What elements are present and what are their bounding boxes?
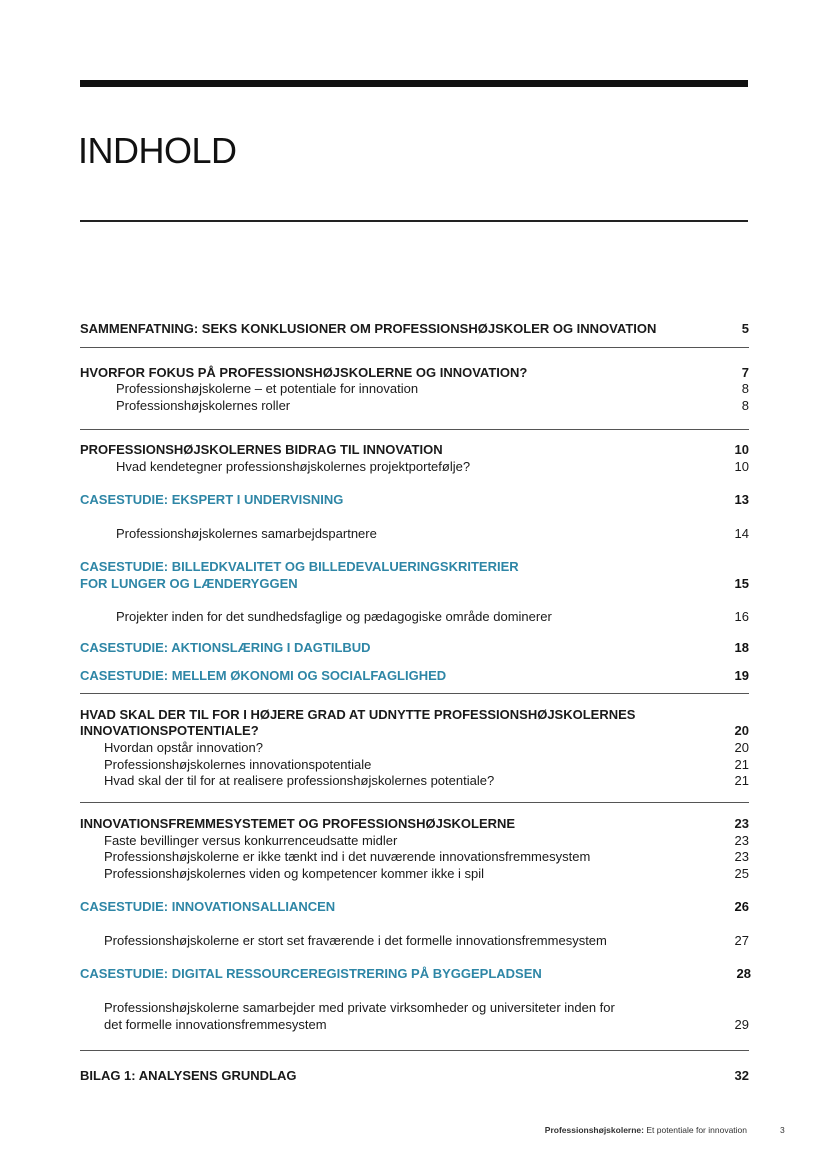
toc-entry-title: Hvad skal der til for at realisere professionshøjskolernes potentiale?: [104, 773, 495, 788]
toc-entry-title: Hvad kendetegner professionshøjskolernes projektportefølje?: [116, 459, 471, 474]
toc-entry-title: BILAG 1: ANALYSENS GRUNDLAG: [80, 1068, 297, 1083]
toc-entry-page: 21: [734, 773, 749, 788]
toc-entry-title: CASESTUDIE: INNOVATIONSALLIANCEN: [80, 899, 336, 914]
top-decorative-bar: [80, 80, 748, 87]
title-divider: [80, 220, 748, 222]
toc-entry-page: 18: [734, 640, 749, 655]
toc-entry-title: CASESTUDIE: AKTIONSLÆRING I DAGTILBUD: [80, 640, 371, 655]
section-divider: [80, 693, 749, 694]
toc-entry-page: 16: [734, 609, 749, 624]
toc-entry-page: 21: [734, 757, 749, 772]
toc-entry-page: 26: [734, 899, 749, 914]
toc-entry-title: Professionshøjskolernes innovationspotentiale: [104, 757, 372, 772]
toc-entry-title: Professionshøjskolerne er ikke tænkt ind i det nuværende innovationsfremmesystem: [104, 849, 591, 864]
toc-entry-title: Professionshøjskolernes viden og kompetencer kommer ikke i spil: [104, 866, 485, 881]
toc-entry-title: INNOVATIONSPOTENTIALE?: [80, 723, 259, 738]
toc-entry-page: 10: [734, 442, 749, 457]
toc-entry-title: Professionshøjskolernes samarbejdspartnere: [116, 526, 377, 541]
page-title: INDHOLD: [78, 130, 237, 171]
toc-entry-title: PROFESSIONSHØJSKOLERNES BIDRAG TIL INNOVATION: [80, 442, 443, 457]
toc-entry-title: HVORFOR FOKUS PÅ PROFESSIONSHØJSKOLERNE OG INNOVATION?: [80, 365, 528, 380]
toc-entry-page: 14: [734, 526, 749, 541]
section-divider: [80, 429, 749, 430]
section-divider: [80, 347, 749, 348]
toc-entry-page: 23: [734, 849, 749, 864]
footer-publication-rest: Et potentiale for innovation: [643, 1125, 747, 1135]
toc-entry-title: CASESTUDIE: EKSPERT I UNDERVISNING: [80, 492, 344, 507]
toc-entry-page: 27: [734, 933, 749, 948]
toc-entry-page: 15: [734, 576, 749, 591]
toc-entry-page: 5: [741, 321, 749, 336]
toc-entry-page: 29: [734, 1017, 749, 1032]
toc-entry-page: 8: [741, 381, 749, 396]
toc-entry-title: det formelle innovationsfremmesystem: [104, 1017, 327, 1032]
section-divider: [80, 1050, 749, 1051]
toc-entry-title: Faste bevillinger versus konkurrenceudsatte midler: [104, 833, 398, 848]
toc-entry-title: Hvordan opstår innovation?: [104, 740, 263, 755]
toc-entry-title: CASESTUDIE: MELLEM ØKONOMI OG SOCIALFAGLIGHED: [80, 668, 447, 683]
toc-entry-page: 20: [734, 740, 749, 755]
footer-publication-bold: Professionshøjskolerne:: [544, 1125, 644, 1135]
page-footer: [545, 1125, 747, 1135]
toc-entry-title: INNOVATIONSFREMMESYSTEMET OG PROFESSIONSHØJSKOLERNE: [80, 816, 516, 831]
toc-entry-title: Professionshøjskolerne er stort set fraværende i det formelle innovationsfremmesystem: [104, 933, 607, 948]
toc-entry-title: CASESTUDIE: DIGITAL RESSOURCEREGISTRERING PÅ BYGGEPLADSEN: [80, 966, 542, 981]
page-number: 3: [780, 1125, 785, 1135]
toc-entry-page: 20: [734, 723, 749, 738]
toc-entry-page: 32: [734, 1068, 749, 1083]
toc-entry-page: 25: [734, 866, 749, 881]
toc-entry-page: 8: [741, 398, 749, 413]
toc-entry-page: 10: [734, 459, 749, 474]
toc-entry-page: 23: [734, 833, 749, 848]
section-divider: [80, 802, 749, 803]
toc-entry-page: 13: [734, 492, 749, 507]
toc-entry-title: Professionshøjskolerne samarbejder med private virksomheder og universiteter inden for: [104, 1000, 615, 1015]
toc-entry-page: 19: [734, 668, 749, 683]
toc-entry-page: 28: [736, 966, 751, 981]
toc-entry-title: CASESTUDIE: BILLEDKVALITET OG BILLEDEVALUERINGSKRITERIER: [80, 559, 519, 574]
toc-entry-title: HVAD SKAL DER TIL FOR I HØJERE GRAD AT UDNYTTE PROFESSIONSHØJSKOLERNES: [80, 707, 636, 722]
toc-entry-title: Professionshøjskolerne – et potentiale for innovation: [116, 381, 419, 396]
toc-entry-title: Projekter inden for det sundhedsfaglige og pædagogiske område dominerer: [116, 609, 552, 624]
toc-entry-page: 23: [734, 816, 749, 831]
toc-entry-title: Professionshøjskolernes roller: [116, 398, 291, 413]
toc-entry-title: FOR LUNGER OG LÆNDERYGGEN: [80, 576, 298, 591]
toc-entry-title: SAMMENFATNING: SEKS KONKLUSIONER OM PROFESSIONSHØJSKOLER OG INNOVATION: [80, 321, 657, 336]
toc-entry-page: 7: [741, 365, 749, 380]
